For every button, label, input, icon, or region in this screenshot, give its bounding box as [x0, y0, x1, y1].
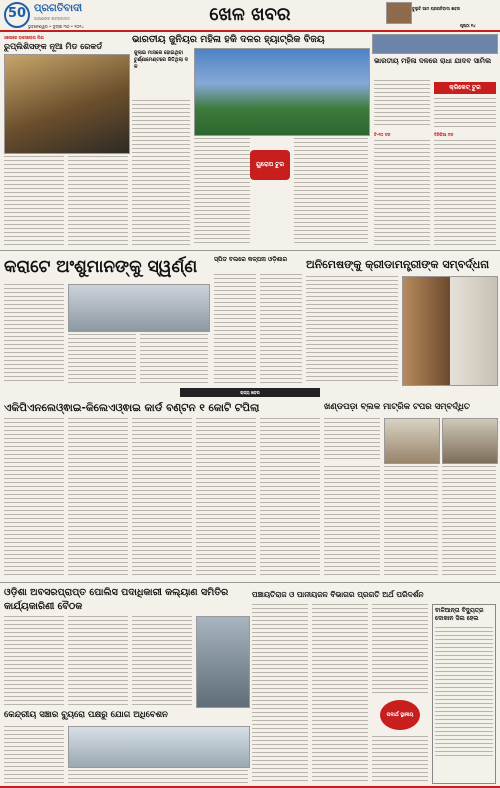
tagline: ଆପଣଙ୍କ ଖବରକାଗଜ	[34, 16, 70, 21]
headline-karate: କରାଟେ ଅଂଶୁମାନଙ୍କୁ ସ୍ୱର୍ଣ୍ଣ	[4, 257, 198, 277]
text-police-col2	[68, 616, 128, 706]
badge-bottom-label: ପଦାର୍ଥ ସ୍ଥାନୀୟ	[386, 712, 414, 718]
headline-card: ଏକିପିଏନଲେଓ୍ଵାଇ-କିଲେଏଓ୍ଵାଇ କାର୍ଡ ବଣ୍ଟନ ୧ କୋଟି ଟପିଲା	[4, 402, 260, 414]
text-card-col3	[132, 418, 192, 578]
text-panch-col3	[372, 604, 428, 694]
paper-name: ପ୍ରଗତିବାଦୀ	[34, 3, 83, 14]
photo-hockey-team	[194, 48, 370, 136]
text-left-col1	[4, 156, 64, 246]
main-pullquote: ଜୁଲାଇ ମାସରେ ହୋଇଥିବା ଟୁର୍ଣ୍ଣାମେଣ୍ଟରେ ଜିତିଥିଲା ଦଳ	[134, 50, 189, 70]
headline-box-right: ବାଳିଆନ୍ତା ବିଦ୍ୟୁତ୍ର ଦୋକାନ ସିଲ ହେଲ	[435, 607, 484, 622]
anniversary-number: 50	[8, 6, 27, 21]
text-khanda-col3	[384, 466, 438, 578]
text-card-col2	[68, 418, 128, 578]
text-karate-col1	[4, 284, 64, 384]
photo-animesh	[402, 276, 498, 386]
kicker-left: ଓଲେରେ ବାସେଲୋନା ଲିଗ	[4, 35, 44, 40]
page-number: ପୃଷ୍ଠା ୧୪	[460, 23, 476, 28]
date-line: ଭୁବନେଶ୍ୱର • ଜୁଲାଇ ୩୦ • ୨୦୨୪	[28, 24, 84, 29]
text-mid-col1	[214, 274, 256, 384]
text-khanda-col4	[442, 466, 496, 578]
masthead	[0, 0, 500, 30]
photo-footballer	[4, 54, 130, 154]
text-karate-col2	[68, 334, 136, 384]
badge-main-label: ୟୁରୋପ ଟୁର	[255, 161, 284, 168]
text-right-col2	[434, 98, 496, 128]
text-left-col2	[68, 156, 128, 246]
photo-cricketer	[372, 34, 498, 54]
badge-right	[434, 82, 496, 94]
headline-police: ଓଡ଼ିଶା ଅବସରପ୍ରାପ୍ତ ପୋଲିସ ପଦାଧିକାରୀ କଲ୍ୟାଣ ସମିତିର କାର୍ଯ୍ୟକାରିଣୀ ବୈଠକ	[4, 587, 229, 612]
text-bureau-col1	[4, 726, 64, 784]
sub-right-b: ଦିନିକିଆ ଦଳ	[434, 132, 454, 137]
photo-yoga-group	[68, 726, 250, 768]
text-khanda-col1	[324, 418, 380, 462]
text-card-col4	[196, 418, 256, 578]
sub-right-a: ଟି-୨୦ ଦଳ	[374, 132, 391, 137]
headline-animesh: ଅନିମେଷଙ୍କୁ କ୍ରୀଡାମନ୍ତ୍ରୀଙ୍କ ସମ୍ବର୍ଦ୍ଧନା	[306, 258, 490, 271]
section-divider: ରାଜ୍ୟ ଖବର	[240, 390, 260, 395]
text-panch-col2	[312, 604, 368, 784]
headline-left: ରୁପ୍ଲିଶିସଙ୍କ ନୂଆ ମିଡ ରେକର୍ଡ	[4, 42, 103, 51]
text-bureau-col2	[68, 770, 248, 784]
text-card-col5	[260, 418, 320, 578]
text-right-col4	[434, 140, 496, 246]
section-title: ଖେଳ ଖବର	[209, 4, 291, 25]
text-right-col1	[374, 80, 430, 128]
photo-khandapada-2	[442, 418, 498, 464]
text-box-right	[435, 627, 493, 757]
headline-panchayat: ପଞ୍ଚାୟତିରାଜ ଓ ପାନୀୟଜଳ ବିଭାଗର ପ୍ରଗତି ଅର୍ଥ ପରିଦର୍ଶନ	[252, 590, 424, 599]
masthead-rule	[0, 30, 500, 32]
rule-row4	[0, 582, 500, 583]
text-mid-col2	[260, 274, 302, 384]
text-main-col2	[194, 138, 250, 246]
promo-photo	[386, 2, 412, 24]
text-police-col1	[4, 616, 64, 706]
badge-right-label: କ୍ରିକେଟ୍ ଟୁର	[449, 84, 481, 91]
badge-bottom	[380, 700, 420, 730]
photo-karate	[68, 284, 210, 332]
box-right	[432, 604, 496, 784]
text-main-col1	[132, 100, 190, 246]
text-panch-col1	[252, 604, 308, 784]
headline-main: ଭାରତୀୟ ଜୁନିୟର ମହିଳା ହକି ଦଳର ହ୍ୟାଟ୍ରିକ ବିଜୟ	[132, 34, 325, 45]
text-police-col3	[132, 616, 192, 706]
text-panch-col4	[372, 736, 428, 784]
headline-right: ଭାରତୀୟ ମହିଳା ଦଳରେ ରାଧା ଯାଦବ ସାମିଲ	[374, 57, 492, 65]
badge-main	[250, 150, 290, 180]
headline-khandapada: ଖଣ୍ଡପଡ଼ା ବ୍ଲକ ମାଟ୍ରିକ ଟପର ସମ୍ବର୍ଦ୍ଧିତ	[324, 402, 470, 412]
text-animesh	[306, 276, 398, 384]
text-main-col3	[294, 138, 368, 246]
photo-police-meeting	[196, 616, 250, 708]
text-karate-col3	[140, 334, 208, 384]
text-card-col1	[4, 418, 64, 578]
headline-small-mid: ସ୍ପିଡ ବଲରେ କଳ୍ପନା ଓଡ଼ିଶାର	[214, 256, 288, 263]
headline-bureau: କେନ୍ଦ୍ରୀୟ ସଞ୍ଚାର ବ୍ୟୁରୋ ପକ୍ଷରୁ ଯୋଗ ଅଧିବେଶନ	[4, 710, 168, 720]
text-khanda-col2	[324, 466, 380, 578]
promo-text: ବୁଲୁଚି ଆମ ପ୍ରଗତିବାଦୀ ଖବର	[412, 6, 461, 11]
text-right-col3	[374, 140, 430, 246]
rule-row2	[0, 250, 500, 251]
photo-khandapada-1	[384, 418, 440, 464]
